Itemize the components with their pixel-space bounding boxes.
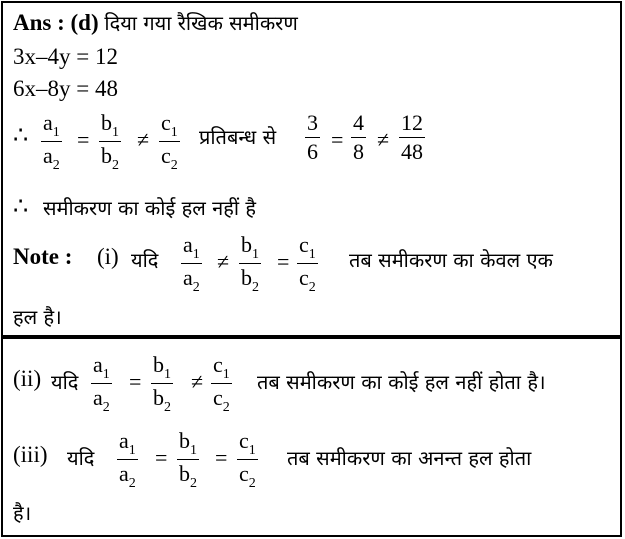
equals-sign: = xyxy=(277,249,290,274)
not-equal-sign: ≠ xyxy=(377,127,390,152)
equals-sign: = xyxy=(155,445,168,470)
equation-2: 6x–8y = 48 xyxy=(13,76,118,101)
fraction-12-48: $\frac{12}{48}$ xyxy=(401,110,423,164)
condition-word: प्रतिबन्ध से xyxy=(199,125,277,149)
note-i-number: (i) xyxy=(97,244,119,269)
note-ii-text: तब समीकरण का कोई हल नहीं होता है। xyxy=(257,370,546,394)
equals-sign: = xyxy=(77,127,90,152)
note-iii-text: तब समीकरण का अनन्त हल होता xyxy=(287,446,532,470)
equals-sign: = xyxy=(215,445,228,470)
note-i-text-continued: हल है। xyxy=(13,305,62,329)
fraction-c1-c2: $\frac{c_1}{c_2}$ xyxy=(213,352,230,415)
if-word: यदि xyxy=(67,446,95,470)
intro-text: दिया गया रैखिक समीकरण xyxy=(104,11,298,35)
note-i-text: तब समीकरण का केवल एक xyxy=(349,248,553,272)
fraction-b1-b2: $\frac{b_1}{b_2}$ xyxy=(179,428,197,491)
note-iii-number: (iii) xyxy=(13,442,48,467)
ans-label: Ans : xyxy=(13,10,65,35)
fraction-b1-b2: $\frac{b_1}{b_2}$ xyxy=(101,110,119,173)
fraction-3-6: $\frac{3}{6}$ xyxy=(307,110,318,164)
conclusion-text: समीकरण का कोई हल नहीं है xyxy=(43,196,257,220)
if-word: यदि xyxy=(51,370,79,394)
note-label: Note : xyxy=(13,244,73,269)
fraction-c1-c2: $\frac{c_1}{c_2}$ xyxy=(239,428,256,491)
note-iii-text-continued: है। xyxy=(13,501,32,525)
fraction-b1-b2: $\frac{b_1}{b_2}$ xyxy=(153,352,171,415)
therefore-symbol: ∴ xyxy=(13,123,29,149)
fraction-a1-a2: $\frac{a_1}{a_2}$ xyxy=(93,352,110,415)
not-equal-sign: ≠ xyxy=(191,369,204,394)
answer-heading xyxy=(13,9,298,37)
not-equal-sign: ≠ xyxy=(217,249,230,274)
if-word: यदि xyxy=(131,248,159,272)
fraction-c1-c2: $\frac{c_1}{c_2}$ xyxy=(299,232,316,295)
note-ii-number: (ii) xyxy=(13,366,42,391)
fraction-a1-a2: $\frac{a_1}{a_2}$ xyxy=(183,232,200,295)
equals-sign: = xyxy=(129,369,142,394)
fraction-b1-b2: $\frac{b_1}{b_2}$ xyxy=(241,232,259,295)
fraction-a1-a2: $\frac{a_1}{a_2}$ xyxy=(119,428,136,491)
fraction-4-8: $\frac{4}{8}$ xyxy=(353,110,364,164)
fraction-c1-c2: $\frac{c_1}{c_2}$ xyxy=(161,110,178,173)
therefore-symbol: ∴ xyxy=(13,194,29,220)
fraction-a1-a2: $\frac{a_1}{a_2}$ xyxy=(43,110,60,173)
equation-1: 3x–4y = 12 xyxy=(13,44,118,69)
not-equal-sign: ≠ xyxy=(137,127,150,152)
answer-option: (d) xyxy=(70,10,99,35)
equals-sign: = xyxy=(331,127,344,152)
notes-box xyxy=(1,337,622,537)
answer-box xyxy=(1,1,622,337)
